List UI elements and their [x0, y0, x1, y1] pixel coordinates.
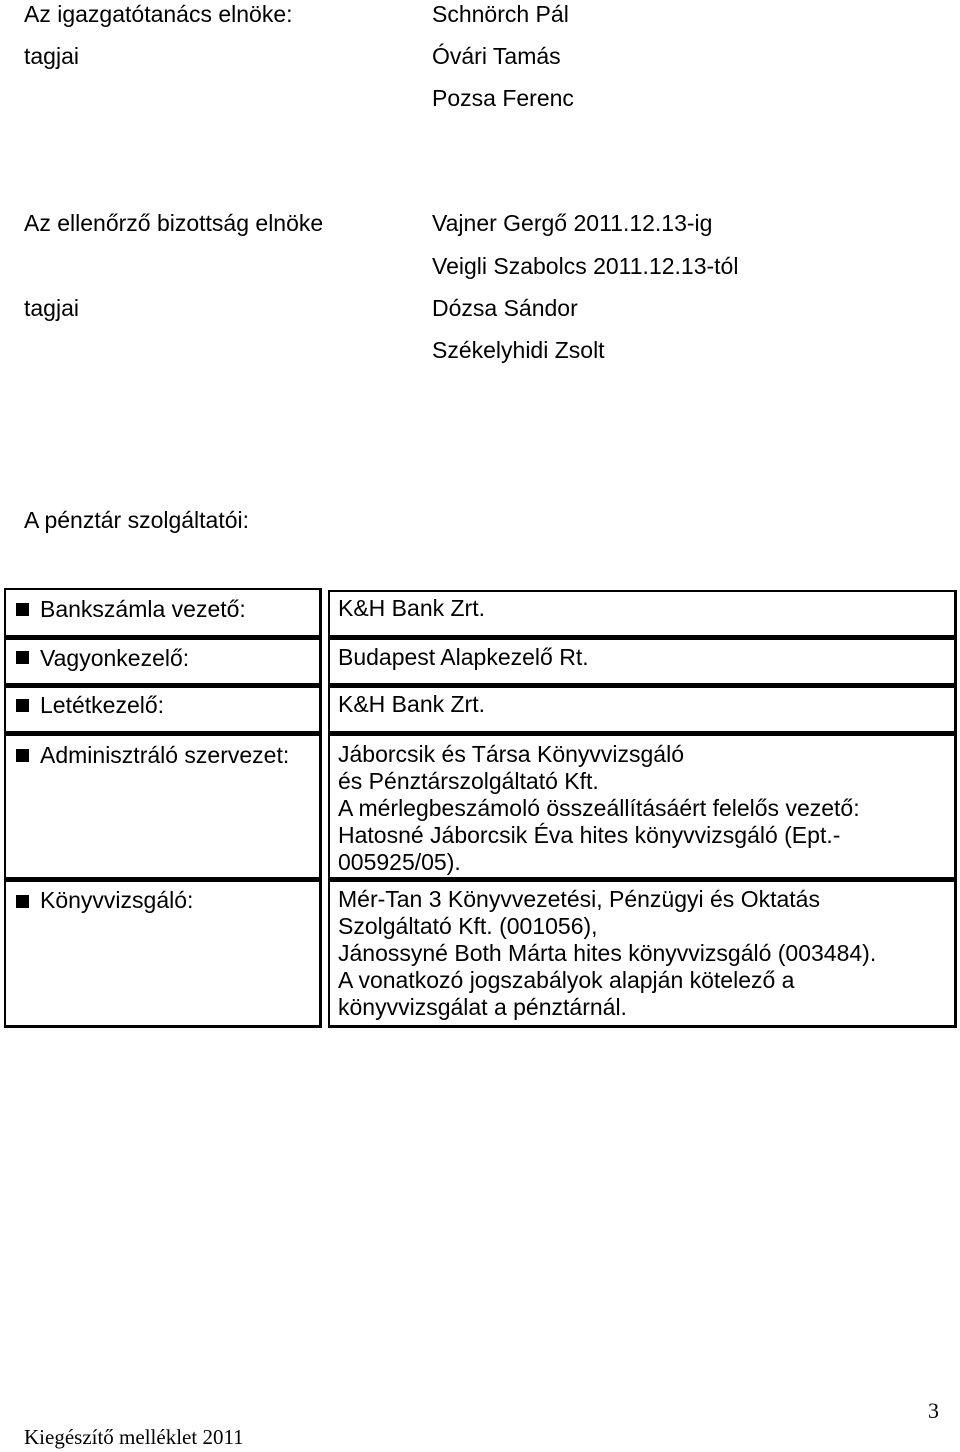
- provider-value-line: K&H Bank Zrt.: [338, 691, 485, 717]
- supervisory-member-name: Székelyhidi Zsolt: [432, 337, 605, 363]
- board-chair-name: Schnörch Pál: [432, 1, 569, 27]
- supervisory-chair-label: Az ellenőrző bizottság elnöke: [24, 210, 324, 236]
- provider-value-line: Mér-Tan 3 Könyvvezetési, Pénzügyi és Oktatás: [338, 886, 820, 912]
- page-number: 3: [928, 1398, 939, 1423]
- providers-label-cell: [4, 686, 322, 734]
- provider-value-line: A mérlegbeszámoló összeállításáért felelős vezető:: [338, 795, 860, 821]
- provider-value-line: Jáborcsik és Társa Könyvvizsgáló: [338, 741, 684, 767]
- board-member-name: Óvári Tamás: [432, 43, 561, 69]
- providers-label-cell: [4, 880, 322, 1028]
- board-chair-label: Az igazgatótanács elnöke:: [24, 1, 293, 27]
- provider-value-line: Jánossyné Both Márta hites könyvvizsgáló (003484).: [338, 940, 877, 966]
- providers-label-cell: [4, 734, 322, 880]
- supervisory-chair-name: Veigli Szabolcs 2011.12.13-tól: [432, 253, 739, 279]
- supervisory-member-name: Dózsa Sándor: [432, 295, 578, 321]
- providers-value-cell: [328, 686, 957, 734]
- provider-value-line: könyvvizsgálat a pénztárnál.: [338, 994, 627, 1020]
- providers-value-cell: [328, 734, 957, 880]
- square-bullet-icon: [16, 603, 29, 616]
- provider-role-label: Letétkezelő:: [40, 692, 165, 718]
- provider-value-line: Szolgáltató Kft. (001056),: [338, 913, 598, 939]
- square-bullet-icon: [16, 651, 29, 664]
- provider-role-label: Könyvvizsgáló:: [40, 887, 194, 913]
- provider-role-label: Bankszámla vezető:: [40, 596, 246, 622]
- provider-value-line: 005925/05).: [338, 849, 461, 875]
- square-bullet-icon: [16, 699, 29, 712]
- providers-value-cell: [328, 880, 957, 1028]
- provider-value-line: Budapest Alapkezelő Rt.: [338, 644, 589, 670]
- supervisory-chair-name: Vajner Gergő 2011.12.13-ig: [432, 210, 713, 236]
- board-member-name: Pozsa Ferenc: [432, 85, 574, 111]
- provider-value-line: és Pénztárszolgáltató Kft.: [338, 768, 599, 794]
- provider-value-line: K&H Bank Zrt.: [338, 595, 485, 621]
- providers-label-cell: [4, 638, 322, 686]
- document-footer-title: Kiegészítő melléklet 2011: [24, 1425, 244, 1449]
- provider-role-label: Vagyonkezelő:: [40, 645, 190, 671]
- supervisory-members-label: tagjai: [24, 295, 79, 321]
- board-members-label: tagjai: [24, 43, 79, 69]
- provider-role-label: Adminisztráló szervezet:: [40, 742, 290, 768]
- square-bullet-icon: [16, 749, 29, 762]
- providers-value-cell: [328, 638, 957, 686]
- providers-heading: A pénztár szolgáltatói:: [24, 507, 250, 533]
- provider-value-line: A vonatkozó jogszabályok alapján kötelező a: [338, 967, 795, 993]
- providers-table: [4, 588, 957, 1028]
- square-bullet-icon: [16, 895, 29, 908]
- provider-value-line: Hatosné Jáborcsik Éva hites könyvvizsgáló (Ept.-: [338, 822, 841, 848]
- providers-label-cell: [4, 588, 322, 638]
- providers-value-cell: [328, 590, 957, 638]
